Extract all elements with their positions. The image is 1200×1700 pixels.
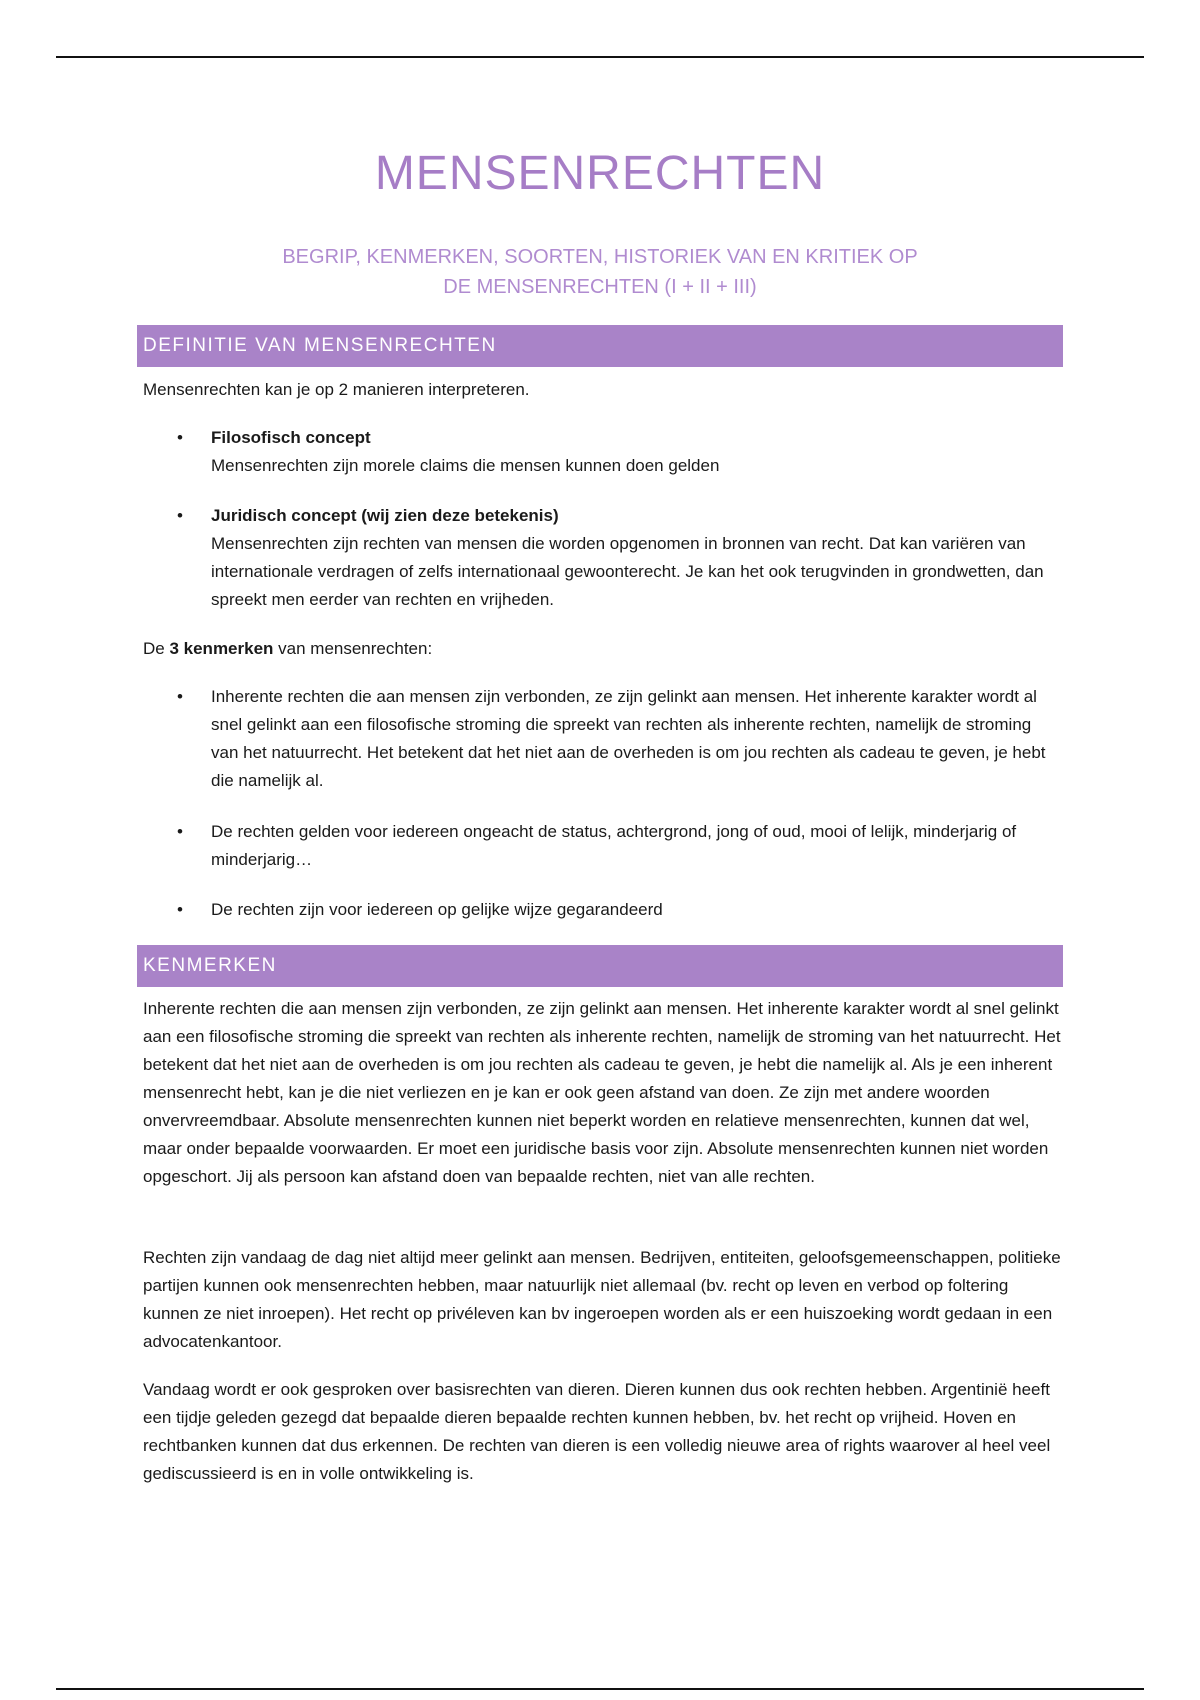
list-item <box>177 683 1057 795</box>
bullet-icon: • <box>177 822 183 841</box>
kenmerken-intro-suffix: van mensenrechten: <box>273 639 433 658</box>
section-heading-definitie: DEFINITIE VAN MENSENRECHTEN <box>137 325 1063 367</box>
list-item <box>177 424 1057 480</box>
list-item <box>177 818 1057 874</box>
list-item-text: De rechten zijn voor iedereen op gelijke wijze gegarandeerd <box>211 900 663 919</box>
document-subtitle <box>137 242 1063 302</box>
section-heading-kenmerken: KENMERKEN <box>137 945 1063 987</box>
body-paragraph: Inherente rechten die aan mensen zijn verbonden, ze zijn gelinkt aan mensen. Het inherente karakter wordt al snel gelinkt aan een filosofische stroming die spreekt van rechten als inherente rechten, namelijk de stroming van het natuurrecht. Het betekent dat het niet aan de overheden is om jou rechten als cadeau te geven, je hebt die namelijk al. Als je een inherent mensenrecht hebt, kan je die niet verliezen en je kan er ook geen afstand van doen. Ze zijn met andere woorden onvervreemdbaar. Absolute mensenrechten kunnen niet beperkt worden en relatieve mensenrechten, kunnen dat wel, maar onder bepaalde voorwaarden. Er moet een juridische basis voor zijn. Absolute mensenrechten kunnen niet worden opgeschort. Jij als persoon kan afstand doen van bepaalde rechten, niet van alle rechten. <box>143 999 1061 1186</box>
bullet-icon: • <box>177 428 183 447</box>
bullet-icon: • <box>177 900 183 919</box>
list-item <box>177 896 1057 924</box>
list-item-title: Filosofisch concept <box>211 428 371 447</box>
body-paragraph: Vandaag wordt er ook gesproken over basisrechten van dieren. Dieren kunnen dus ook rechten hebben. Argentinië heeft een tijdje geleden gezegd dat bepaalde dieren bepaalde rechten kunnen hebben, bv. het recht op vrijheid. Hoven en rechtbanken kunnen dat dus erkennen. De rechten van dieren is een volledig nieuwe area of rights waarover al heel veel gediscussieerd is en in volle ontwikkeling is. <box>143 1380 1051 1483</box>
kenmerken-intro-bold: 3 kenmerken <box>169 639 274 658</box>
document-title: MENSENRECHTEN <box>374 147 826 200</box>
kenmerken-intro <box>143 635 1063 663</box>
kenmerken-intro-prefix: De <box>143 639 170 658</box>
list-item-text: Inherente rechten die aan mensen zijn verbonden, ze zijn gelinkt aan mensen. Het inherente karakter wordt al snel gelinkt aan een filosofische stroming die spreekt van rechten als inherente rechten, namelijk de stroming van het natuurrecht. Het betekent dat het niet aan de overheden is om jou rechten als cadeau te geven, je hebt die namelijk al. <box>211 687 1046 790</box>
list-item <box>177 502 1057 614</box>
subtitle-line: BEGRIP, KENMERKEN, SOORTEN, HISTORIEK VAN EN KRITIEK OP <box>282 246 918 268</box>
subtitle-line: DE MENSENRECHTEN (I + II + III) <box>443 276 757 298</box>
bullet-icon: • <box>177 687 183 706</box>
body-paragraph: Rechten zijn vandaag de dag niet altijd meer gelinkt aan mensen. Bedrijven, entiteiten, geloofsgemeenschappen, politieke partijen kunnen ook mensenrechten hebben, maar natuurlijk niet allemaal (bv. recht op leven en verbod op foltering kunnen ze niet inroepen). Het recht op privéleven kan bv ingeroepen worden als er een huiszoeking wordt gedaan in een advocatenkantoor. <box>143 1248 1061 1351</box>
bullet-icon: • <box>177 506 183 525</box>
list-item-text: Mensenrechten zijn morele claims die mensen kunnen doen gelden <box>211 456 720 475</box>
top-rule <box>56 56 1144 58</box>
list-item-title: Juridisch concept (wij zien deze betekenis) <box>211 506 559 525</box>
bottom-rule <box>56 1688 1144 1690</box>
list-item-text: De rechten gelden voor iedereen ongeacht de status, achtergrond, jong of oud, mooi of lelijk, minderjarig of minderjarig… <box>211 822 1017 869</box>
list-item-text: Mensenrechten zijn rechten van mensen die worden opgenomen in bronnen van recht. Dat kan variëren van internationale verdragen of zelfs internationaal gewoonterecht. Je kan het ook terugvinden in grondwetten, dan spreekt men eerder van rechten en vrijheden. <box>211 534 1044 609</box>
section-intro: Mensenrechten kan je op 2 manieren interpreteren. <box>143 380 530 399</box>
